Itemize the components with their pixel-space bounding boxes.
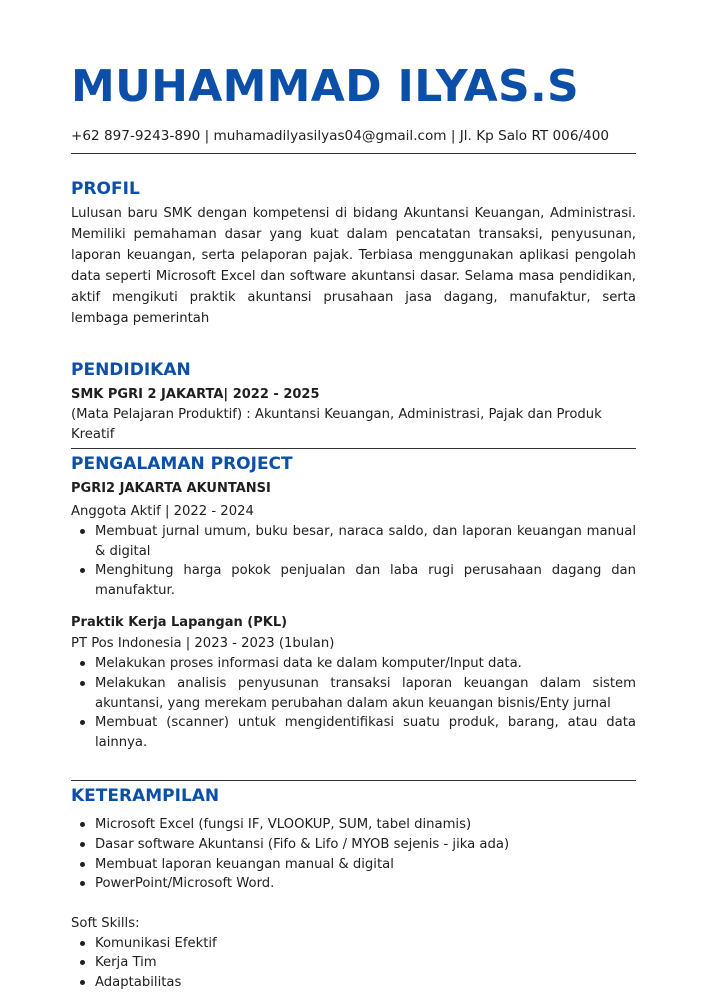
pendidikan-divider (71, 448, 636, 449)
list-item: Melakukan analisis penyusunan transaksi laporan keuangan dalam sistem akuntansi, yang merekam perubahan dalam akun keuangan bisnis/Enty jurnal (71, 674, 636, 713)
list-item: Menghitung harga pokok penjualan dan laba rugi perusahaan dagang dan manufaktur. (71, 561, 636, 600)
list-item: Membuat laporan keuangan manual & digital (71, 855, 636, 875)
hard-skills-list (71, 815, 636, 893)
profil-text: Lulusan baru SMK dengan kompetensi di bidang Akuntansi Keuangan, Administrasi. Memiliki pemahaman dasar yang kuat dalam pencatatan transaksi, penyusunan, laporan keuangan, serta pelaporan pajak. Terbiasa menggunakan aplikasi pengolah data seperti Microsoft Excel dan software akuntansi dasar. Selama masa pendidikan, aktif mengikuti praktik akuntansi prusahaan jasa dagang, manufaktur, serta lembaga pemerintah (71, 206, 636, 326)
list-item: Dasar software Akuntansi (Fifo & Lifo / MYOB sejenis - jika ada) (71, 835, 636, 855)
list-item: Membuat jurnal umum, buku besar, naraca saldo, dan laporan keuangan manual & digital (71, 522, 636, 561)
candidate-name: MUHAMMAD ILYAS.S (71, 61, 580, 112)
list-item: Membuat (scanner) untuk mengidentifikasi suatu produk, barang, atau data lainnya. (71, 713, 636, 752)
experience-bullets (71, 654, 636, 752)
section-title-keterampilan: KETERAMPILAN (71, 786, 220, 807)
education-school: SMK PGRI 2 JAKARTA| 2022 - 2025 (71, 387, 320, 402)
list-item: Adaptabilitas (71, 973, 636, 993)
list-item: Microsoft Excel (fungsi IF, VLOOKUP, SUM, tabel dinamis) (71, 815, 636, 835)
header-divider (71, 153, 636, 154)
list-item: Kerja Tim (71, 953, 636, 973)
experience-role: PT Pos Indonesia | 2023 - 2023 (1bulan) (71, 636, 335, 652)
section-title-pendidikan: PENDIDIKAN (71, 360, 191, 380)
experience-org: Praktik Kerja Lapangan (PKL) (71, 615, 288, 631)
experience-org: PGRI2 JAKARTA AKUNTANSI (71, 481, 271, 496)
experience-bullets (71, 522, 636, 600)
experience-role: Anggota Aktif | 2022 - 2024 (71, 504, 254, 519)
section-title-profil: PROFIL (71, 179, 140, 199)
experience-item (71, 479, 636, 600)
list-item: Komunikasi Efektif (71, 934, 636, 954)
section-title-pengalaman: PENGALAMAN PROJECT (71, 454, 293, 474)
education-detail: (Mata Pelajaran Produktif) : Akuntansi Keuangan, Administrasi, Pajak dan Produk Kreatif (71, 407, 602, 442)
resume-content (71, 58, 636, 993)
list-item: PowerPoint/Microsoft Word. (71, 874, 636, 894)
experience-item (71, 613, 636, 752)
pengalaman-divider (71, 780, 636, 781)
list-item: Melakukan proses informasi data ke dalam komputer/Input data. (71, 654, 636, 674)
soft-skills-label: Soft Skills: (71, 915, 140, 931)
soft-skills-list (71, 934, 636, 993)
contact-line: +62 897-9243-890 | muhamadilyasilyas04@gmail.com | Jl. Kp Salo RT 006/400 (71, 128, 609, 144)
